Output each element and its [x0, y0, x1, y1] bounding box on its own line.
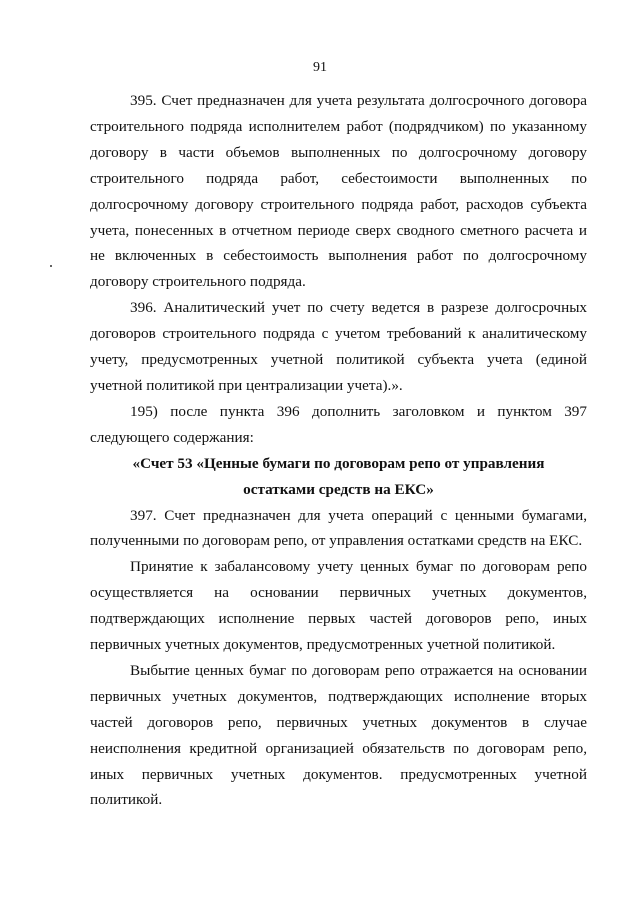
paragraph-397: 397. Счет предназначен для учета операций с ценными бумагами, полученными по договорам репо, от управления остатками средств на ЕКС.	[90, 506, 587, 550]
margin-mark	[50, 265, 52, 267]
paragraph-acceptance: Принятие к забалансовому учету ценных бумаг по договорам репо осуществляется на основании первичных учетных документов, подтверждающих исполнение первых частей договоров репо, иных первичных учетных документов, предусмотренных учетной политикой.	[90, 558, 587, 654]
paragraph-disposal: Выбытие ценных бумаг по договорам репо отражается на основании первичных учетных документов, подтверждающих исполнение вторых частей договоров репо, первичных учетных документов в случае неисполнения кредитной организацией обязательств по договорам репо, иных первичных учетных документов. предусмотренных учетной политикой.	[90, 661, 587, 809]
paragraph-195: 195) после пункта 396 дополнить заголовком и пунктом 397 следующего содержания:	[90, 402, 587, 446]
section-heading-line-1: «Счет 53 «Ценные бумаги по договорам репо от управления	[132, 454, 545, 472]
section-heading-line-2: остатками средств на ЕКС»	[243, 480, 434, 498]
document-body	[90, 88, 587, 813]
paragraph-395: 395. Счет предназначен для учета результата долгосрочного договора строительного подряда исполнителем работ (подрядчиком) по указанному договору в части объемов выполненных по долгосрочному договору строительного подряда работ, себестоимости выполненных по долгосрочному договору строительного подряда работ, расходов субъекта учета, понесенных в отчетном периоде сверх сводного сметного расчета и не включенных в себестоимость выполнения работ по долгосрочному договору строительного подряда.	[90, 92, 587, 291]
section-heading	[90, 451, 587, 503]
paragraph-396: 396. Аналитический учет по счету ведется в разрезе долгосрочных договоров строительного подряда с учетом требований к аналитическому учету, предусмотренных учетной политикой субъекта учета (единой учетной политикой при централизации учета).».	[90, 299, 587, 394]
page-number: 91	[313, 60, 327, 75]
